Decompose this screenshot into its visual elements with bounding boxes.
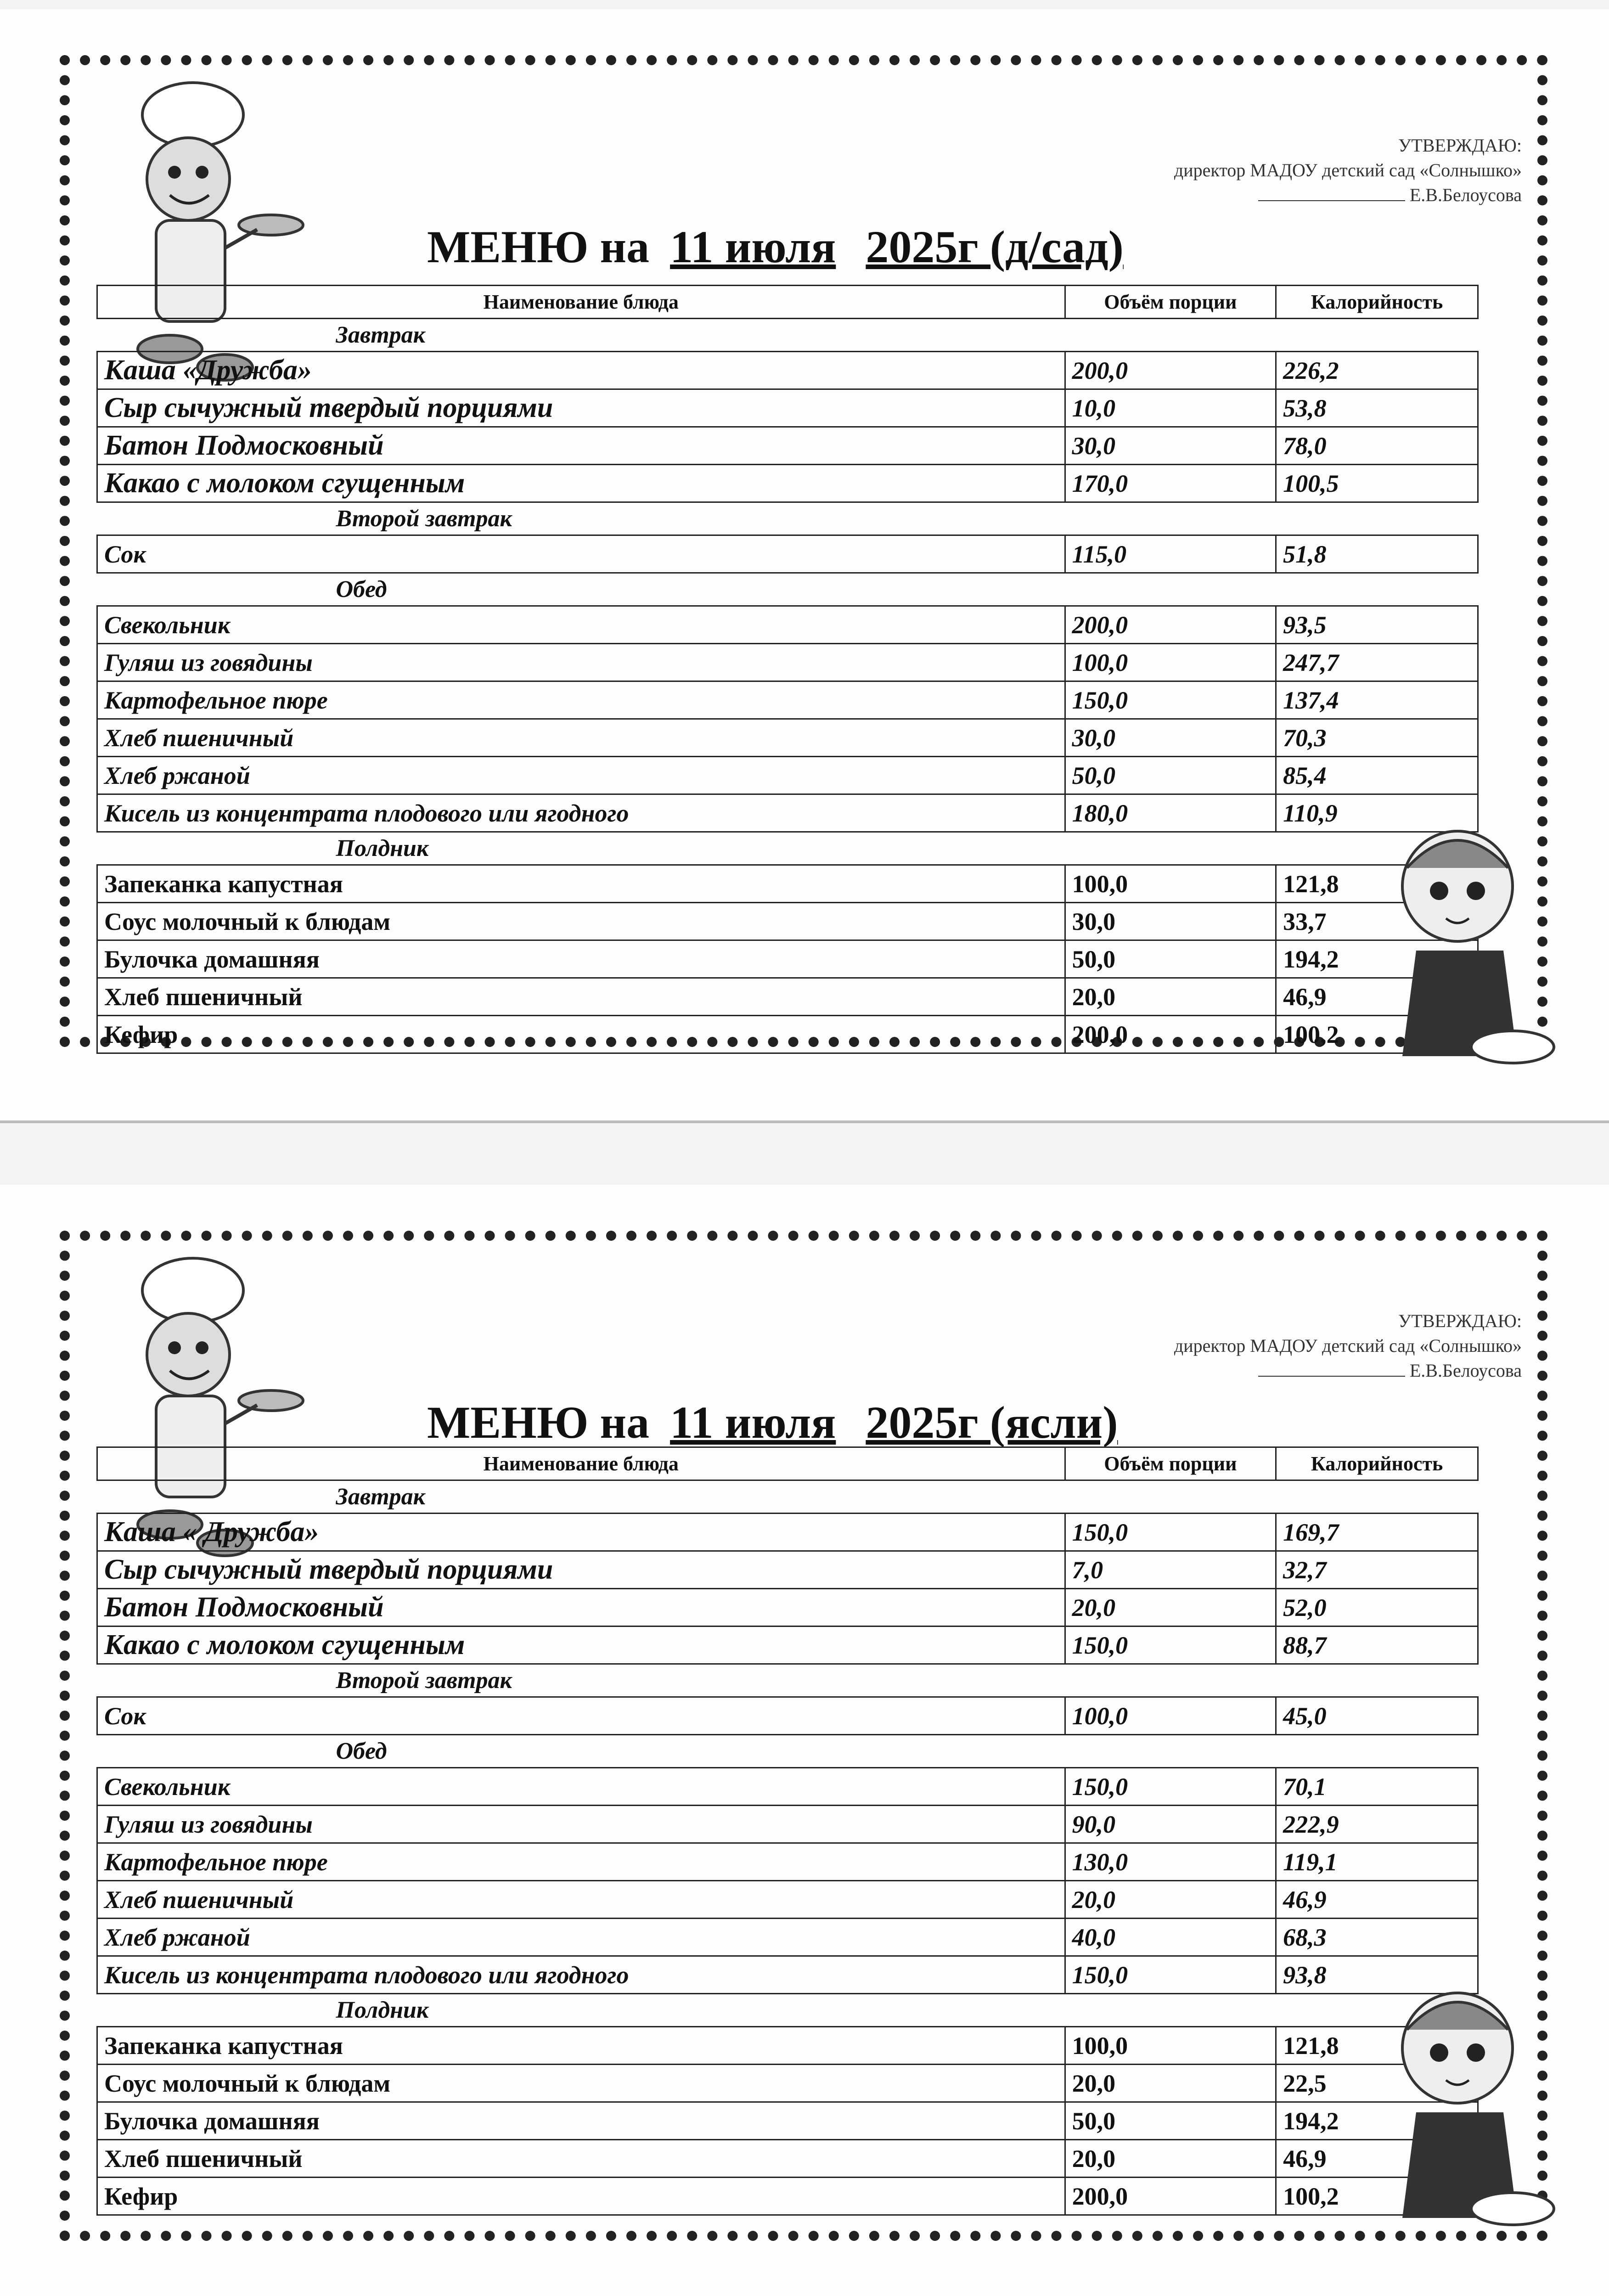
table-row: [97, 940, 1478, 978]
dish-name: Каша « Дружба»: [97, 1514, 1065, 1551]
table-row: [97, 2102, 1478, 2140]
approval-block: [1174, 1309, 1522, 1383]
table-row: [97, 1806, 1478, 1843]
portion-volume: 90,0: [1065, 1806, 1276, 1843]
section-row: [97, 1480, 1478, 1514]
portion-volume: 10,0: [1065, 389, 1276, 427]
approval-block: [1174, 133, 1522, 208]
calories-value: 194,2: [1276, 940, 1478, 978]
table-row: [97, 352, 1478, 389]
portion-volume: 150,0: [1065, 1626, 1276, 1664]
menu-table: [96, 285, 1479, 1054]
dish-name: Хлеб пшеничный: [97, 1881, 1065, 1919]
calories-value: 53,8: [1276, 389, 1478, 427]
table-row: [97, 606, 1478, 644]
calories-value: 46,9: [1276, 2140, 1478, 2178]
calories-value: 68,3: [1276, 1919, 1478, 1956]
table-row: [97, 719, 1478, 757]
menu-table: [96, 1446, 1479, 2216]
calories-value: 137,4: [1276, 681, 1478, 719]
portion-volume: 200,0: [1065, 606, 1276, 644]
portion-volume: 30,0: [1065, 719, 1276, 757]
dish-name: Хлеб пшеничный: [97, 978, 1065, 1016]
section-title: Завтрак: [97, 319, 1478, 352]
section-title: Полдник: [97, 832, 1478, 865]
title-suffix: 2025г (д/сад): [866, 221, 1124, 272]
menu-sheet-kindergarten: [0, 9, 1609, 1123]
section-row: [97, 1994, 1478, 2027]
child-illustration: [1366, 1979, 1558, 2236]
calories-value: 121,8: [1276, 865, 1478, 903]
section-row: [97, 319, 1478, 352]
title-date: 11 июля: [670, 1397, 836, 1448]
calories-value: 22,5: [1276, 2065, 1478, 2102]
dish-name: Хлеб пшеничный: [97, 2140, 1065, 2178]
portion-volume: 150,0: [1065, 681, 1276, 719]
table-row: [97, 1551, 1478, 1589]
portion-volume: 200,0: [1065, 1016, 1276, 1053]
table-row: [97, 1626, 1478, 1664]
portion-volume: 115,0: [1065, 535, 1276, 573]
dish-name: Сыр сычужный твердый порциями: [97, 1551, 1065, 1589]
table-row: [97, 2065, 1478, 2102]
calories-value: 93,5: [1276, 606, 1478, 644]
portion-volume: 40,0: [1065, 1919, 1276, 1956]
portion-volume: 200,0: [1065, 352, 1276, 389]
table-row: [97, 2178, 1478, 2215]
calories-value: 70,3: [1276, 719, 1478, 757]
table-row: [97, 1016, 1478, 1053]
calories-value: 32,7: [1276, 1551, 1478, 1589]
calories-value: 194,2: [1276, 2102, 1478, 2140]
calories-value: 51,8: [1276, 535, 1478, 573]
dish-name: Кефир: [97, 2178, 1065, 2215]
calories-value: 119,1: [1276, 1843, 1478, 1881]
section-title: Обед: [97, 573, 1478, 606]
table-row: [97, 2027, 1478, 2065]
title-date: 11 июля: [670, 221, 836, 272]
signature-line: [1258, 200, 1405, 201]
portion-volume: 30,0: [1065, 903, 1276, 940]
calories-value: 121,8: [1276, 2027, 1478, 2065]
dish-name: Хлеб ржаной: [97, 757, 1065, 794]
section-title: Полдник: [97, 1994, 1478, 2027]
calories-value: 52,0: [1276, 1589, 1478, 1626]
table-header-row: [97, 286, 1478, 319]
dish-name: Сыр сычужный твердый порциями: [97, 389, 1065, 427]
calories-value: 110,9: [1276, 794, 1478, 832]
section-row: [97, 1735, 1478, 1768]
table-row: [97, 1956, 1478, 1994]
calories-value: 222,9: [1276, 1806, 1478, 1843]
portion-volume: 7,0: [1065, 1551, 1276, 1589]
portion-volume: 50,0: [1065, 757, 1276, 794]
approval-signatory: Е.В.Белоусова: [1409, 185, 1522, 205]
section-row: [97, 502, 1478, 535]
table-row: [97, 1768, 1478, 1806]
dish-name: Свекольник: [97, 606, 1065, 644]
calories-value: 46,9: [1276, 978, 1478, 1016]
portion-volume: 100,0: [1065, 865, 1276, 903]
portion-volume: 30,0: [1065, 427, 1276, 465]
title-suffix: 2025г (ясли): [866, 1397, 1118, 1448]
dish-name: Соус молочный к блюдам: [97, 903, 1065, 940]
dish-name: Булочка домашняя: [97, 2102, 1065, 2140]
portion-volume: 20,0: [1065, 978, 1276, 1016]
calories-value: 70,1: [1276, 1768, 1478, 1806]
section-title: Завтрак: [97, 1480, 1478, 1514]
table-row: [97, 427, 1478, 465]
header-calories: Калорийность: [1276, 1447, 1478, 1480]
table-row: [97, 535, 1478, 573]
dish-name: Сок: [97, 535, 1065, 573]
table-row: [97, 644, 1478, 681]
calories-value: 78,0: [1276, 427, 1478, 465]
calories-value: 100,5: [1276, 465, 1478, 502]
dish-name: Хлеб пшеничный: [97, 719, 1065, 757]
approval-signatory: Е.В.Белоусова: [1409, 1360, 1522, 1381]
approval-position: директор МАДОУ детский сад «Солнышко»: [1174, 1335, 1522, 1356]
page-title: [427, 220, 1133, 273]
dish-name: Сок: [97, 1697, 1065, 1735]
portion-volume: 20,0: [1065, 2065, 1276, 2102]
table-row: [97, 978, 1478, 1016]
calories-value: 100,2: [1276, 1016, 1478, 1053]
table-row: [97, 1589, 1478, 1626]
portion-volume: 50,0: [1065, 940, 1276, 978]
calories-value: 46,9: [1276, 1881, 1478, 1919]
page-title: [427, 1396, 1127, 1449]
table-row: [97, 1697, 1478, 1735]
portion-volume: 100,0: [1065, 2027, 1276, 2065]
portion-volume: 20,0: [1065, 1589, 1276, 1626]
dish-name: Каша «Дружба»: [97, 352, 1065, 389]
portion-volume: 150,0: [1065, 1956, 1276, 1994]
header-portion-volume: Объём порции: [1065, 1447, 1276, 1480]
header-dish-name: Наименование блюда: [97, 286, 1065, 319]
portion-volume: 20,0: [1065, 2140, 1276, 2178]
portion-volume: 100,0: [1065, 644, 1276, 681]
table-row: [97, 1919, 1478, 1956]
calories-value: 85,4: [1276, 757, 1478, 794]
portion-volume: 180,0: [1065, 794, 1276, 832]
dish-name: Какао с молоком сгущенным: [97, 1626, 1065, 1664]
calories-value: 93,8: [1276, 1956, 1478, 1994]
dish-name: Гуляш из говядины: [97, 1806, 1065, 1843]
dish-name: Кисель из концентрата плодового или ягодного: [97, 794, 1065, 832]
table-row: [97, 757, 1478, 794]
calories-value: 226,2: [1276, 352, 1478, 389]
dish-name: Какао с молоком сгущенным: [97, 465, 1065, 502]
approval-heading: УТВЕРЖДАЮ:: [1398, 135, 1522, 156]
table-row: [97, 1843, 1478, 1881]
calories-value: 169,7: [1276, 1514, 1478, 1551]
calories-value: 45,0: [1276, 1697, 1478, 1735]
table-row: [97, 389, 1478, 427]
portion-volume: 150,0: [1065, 1514, 1276, 1551]
table-row: [97, 1514, 1478, 1551]
approval-heading: УТВЕРЖДАЮ:: [1398, 1311, 1522, 1331]
portion-volume: 200,0: [1065, 2178, 1276, 2215]
menu-sheet-nursery: [0, 1185, 1609, 2296]
dish-name: Хлеб ржаной: [97, 1919, 1065, 1956]
portion-volume: 170,0: [1065, 465, 1276, 502]
dish-name: Свекольник: [97, 1768, 1065, 1806]
dish-name: Картофельное пюре: [97, 1843, 1065, 1881]
signature-line: [1258, 1376, 1405, 1377]
section-title: Обед: [97, 1735, 1478, 1768]
table-row: [97, 465, 1478, 502]
dish-name: Соус молочный к блюдам: [97, 2065, 1065, 2102]
section-row: [97, 573, 1478, 606]
dish-name: Кисель из концентрата плодового или ягодного: [97, 1956, 1065, 1994]
dish-name: Булочка домашняя: [97, 940, 1065, 978]
table-row: [97, 865, 1478, 903]
calories-value: 33,7: [1276, 903, 1478, 940]
approval-position: директор МАДОУ детский сад «Солнышко»: [1174, 160, 1522, 180]
header-portion-volume: Объём порции: [1065, 286, 1276, 319]
section-row: [97, 832, 1478, 865]
header-calories: Калорийность: [1276, 286, 1478, 319]
portion-volume: 50,0: [1065, 2102, 1276, 2140]
dish-name: Гуляш из говядины: [97, 644, 1065, 681]
section-title: Второй завтрак: [97, 1664, 1478, 1697]
table-row: [97, 794, 1478, 832]
dish-name: Запеканка капустная: [97, 865, 1065, 903]
title-prefix: МЕНЮ на: [427, 1397, 650, 1448]
header-dish-name: Наименование блюда: [97, 1447, 1065, 1480]
calories-value: 100,2: [1276, 2178, 1478, 2215]
portion-volume: 150,0: [1065, 1768, 1276, 1806]
dish-name: Батон Подмосковный: [97, 427, 1065, 465]
table-row: [97, 2140, 1478, 2178]
table-row: [97, 681, 1478, 719]
calories-value: 88,7: [1276, 1626, 1478, 1664]
table-header-row: [97, 1447, 1478, 1480]
portion-volume: 100,0: [1065, 1697, 1276, 1735]
calories-value: 247,7: [1276, 644, 1478, 681]
dish-name: Картофельное пюре: [97, 681, 1065, 719]
table-row: [97, 1881, 1478, 1919]
title-prefix: МЕНЮ на: [427, 221, 650, 272]
child-illustration: [1366, 817, 1558, 1075]
table-row: [97, 903, 1478, 940]
portion-volume: 130,0: [1065, 1843, 1276, 1881]
dish-name: Запеканка капустная: [97, 2027, 1065, 2065]
dish-name: Батон Подмосковный: [97, 1589, 1065, 1626]
portion-volume: 20,0: [1065, 1881, 1276, 1919]
section-title: Второй завтрак: [97, 502, 1478, 535]
section-row: [97, 1664, 1478, 1697]
dish-name: Кефир: [97, 1016, 1065, 1053]
